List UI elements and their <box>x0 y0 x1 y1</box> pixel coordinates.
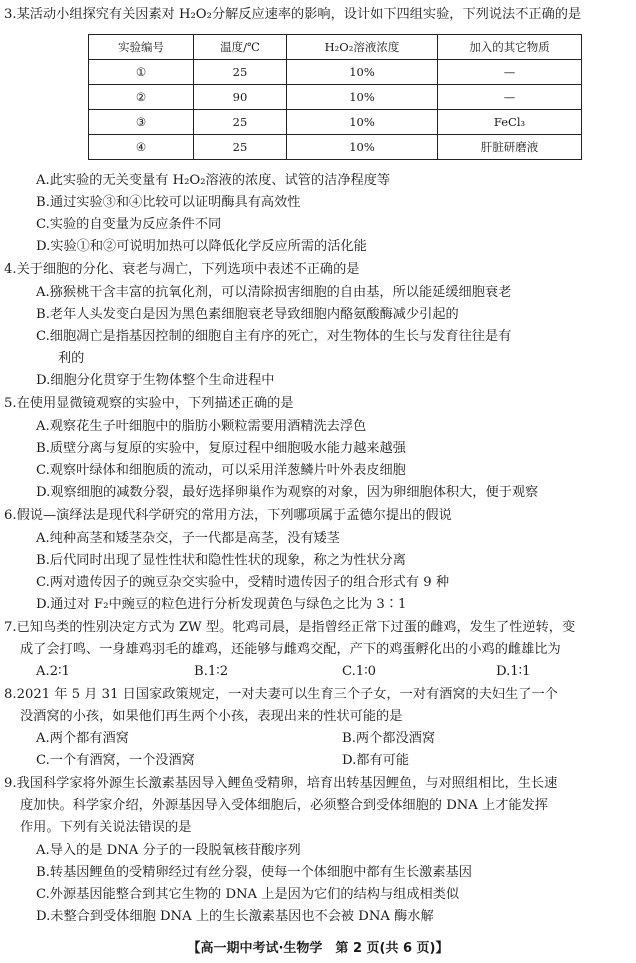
q9-option-a: A.导入的是 DNA 分子的一段脱氧核苷酸序列 <box>36 843 301 858</box>
table-cell: ② <box>89 85 194 110</box>
table-cell: — <box>438 85 582 110</box>
q3-option-b: B.通过实验③和④比较可以证明酶具有高效性 <box>36 195 301 210</box>
table-cell: 90 <box>194 85 287 110</box>
table-row <box>89 110 582 135</box>
q7-option-b: B.1∶2 <box>194 664 229 679</box>
q4-option-d: D.细胞分化贯穿于生物体整个生命进程中 <box>36 373 275 388</box>
table-cell: ③ <box>89 110 194 135</box>
q9-option-d: D.未整合到受体细胞 DNA 上的生长激素基因也不会被 DNA 酶水解 <box>36 909 434 924</box>
q3-stem: 3.某活动小组探究有关因素对 H₂O₂分解反应速率的影响，设计如下四组实验，下列说法不正确的是 <box>4 7 582 22</box>
q7-option-d: D.1∶1 <box>496 664 531 679</box>
q8-option-d: D.都有可能 <box>342 753 410 768</box>
table-cell: ④ <box>89 135 194 160</box>
q7-option-c: C.1∶0 <box>342 664 377 679</box>
q8-option-a: A.两个都有酒窝 <box>36 731 129 746</box>
table-cell: 25 <box>194 135 287 160</box>
table-cell: 10% <box>287 60 438 85</box>
q4-option-a: A.猕猴桃干含丰富的抗氧化剂，可以清除损害细胞的自由基，所以能延缓细胞衰老 <box>36 285 512 300</box>
q8-stem-line-2: 没酒窝的小孩，如果他们再生两个小孩，表现出来的性状可能的是 <box>20 709 403 724</box>
table-header-row <box>89 35 582 60</box>
q4-option-b: B.老年人头发变白是因为黑色素细胞衰老导致细胞内酪氨酸酶减少引起的 <box>36 307 459 322</box>
q3-option-c: C.实验的自变量为反应条件不同 <box>36 217 222 232</box>
table-cell: 25 <box>194 60 287 85</box>
table-cell: 10% <box>287 135 438 160</box>
table-cell: 25 <box>194 110 287 135</box>
q8-option-b: B.两个都没酒窝 <box>342 731 436 746</box>
q5-option-a: A.观察花生子叶细胞中的脂肪小颗粒需要用酒精洗去浮色 <box>36 419 367 434</box>
q5-option-d: D.观察细胞的减数分裂，最好选择卵巢作为观察的对象，因为卵细胞体积大，便于观察 <box>36 485 539 500</box>
q6-option-a: A.纯种高茎和矮茎杂交，子一代都是高茎，没有矮茎 <box>36 531 340 546</box>
table-header-cell: 实验编号 <box>89 35 194 60</box>
q7-stem-line-1: 7.已知鸟类的性别决定方式为 ZW 型。牝鸡司晨，是指曾经正常下过蛋的雌鸡，发生了性逆转，变 <box>4 620 576 635</box>
q5-option-b: B.质壁分离与复原的实验中，复原过程中细胞吸水能力越来越强 <box>36 441 406 456</box>
q4-option-c-continued: 利的 <box>58 351 85 366</box>
q9-option-c: C.外源基因能整合到其它生物的 DNA 上是因为它们的结构与组成相类似 <box>36 887 460 902</box>
q5-option-c: C.观察叶绿体和细胞质的流动，可以采用洋葱鳞片叶外表皮细胞 <box>36 463 406 478</box>
q6-option-b: B.后代同时出现了显性性状和隐性性状的现象，称之为性状分离 <box>36 553 406 568</box>
q7-stem-line-2: 成了会打鸣、一身雄鸡羽毛的雄鸡，还能够与雌鸡交配，产下的鸡蛋孵化出的小鸡的雌雄比为 <box>20 642 561 657</box>
table-header-cell: H₂O₂溶液浓度 <box>287 35 438 60</box>
q5-stem: 5.在使用显微镜观察的实验中，下列描述正确的是 <box>4 396 294 411</box>
q6-stem: 6.假说—演绎法是现代科学研究的常用方法，下列哪项属于孟德尔提出的假说 <box>4 508 452 523</box>
table-row <box>89 60 582 85</box>
q8-stem-line-1: 8.2021 年 5 月 31 日国家政策规定，一对夫妻可以生育三个子女，一对有酒窝的夫妇生了一个 <box>4 687 558 702</box>
table-header-cell: 加入的其它物质 <box>438 35 582 60</box>
q7-option-a: A.2∶1 <box>36 664 70 679</box>
table-row <box>89 85 582 110</box>
q6-option-c: C.两对遗传因子的豌豆杂交实验中，受精时遗传因子的组合形式有 9 种 <box>36 575 450 590</box>
q3-option-d: D.实验①和②可说明加热可以降低化学反应所需的活化能 <box>36 239 367 254</box>
q4-stem: 4.关于细胞的分化、衰老与凋亡，下列选项中表述不正确的是 <box>4 262 360 277</box>
q4-option-c: C.细胞凋亡是指基因控制的细胞自主有序的死亡，对生物体的生长与发育往往是有 <box>36 329 512 344</box>
table-header-cell: 温度/℃ <box>194 35 287 60</box>
q9-stem-line-3: 作用。下列有关说法错误的是 <box>20 820 192 835</box>
q8-option-c: C.一个有酒窝，一个没酒窝 <box>36 753 195 768</box>
q6-option-d: D.通过对 F₂中豌豆的粒色进行分析发现黄色与绿色之比为 3∶1 <box>36 597 407 612</box>
q9-stem-line-2: 度加快。科学家介绍，外源基因导入受体细胞后，必须整合到受体细胞的 DNA 上才能发挥 <box>20 798 548 813</box>
q9-stem-line-1: 9.我国科学家将外源生长激素基因导入鲤鱼受精卵，培育出转基因鲤鱼，与对照组相比，生长速 <box>4 776 558 791</box>
table-cell: 10% <box>287 85 438 110</box>
page-footer: 【高一期中考试·生物学 第 2 页(共 6 页)】 <box>187 941 449 956</box>
table-cell: ① <box>89 60 194 85</box>
experiment-table <box>88 34 582 160</box>
table-row <box>89 135 582 160</box>
table-cell: FeCl₃ <box>438 110 582 135</box>
table-cell: 10% <box>287 110 438 135</box>
table-cell: — <box>438 60 582 85</box>
q9-option-b: B.转基因鲤鱼的受精卵经过有丝分裂，使每一个体细胞中都有生长激素基因 <box>36 865 472 880</box>
q3-option-a: A.此实验的无关变量有 H₂O₂溶液的浓度、试管的洁净程度等 <box>36 173 391 188</box>
table-cell: 肝脏研磨液 <box>438 135 582 160</box>
